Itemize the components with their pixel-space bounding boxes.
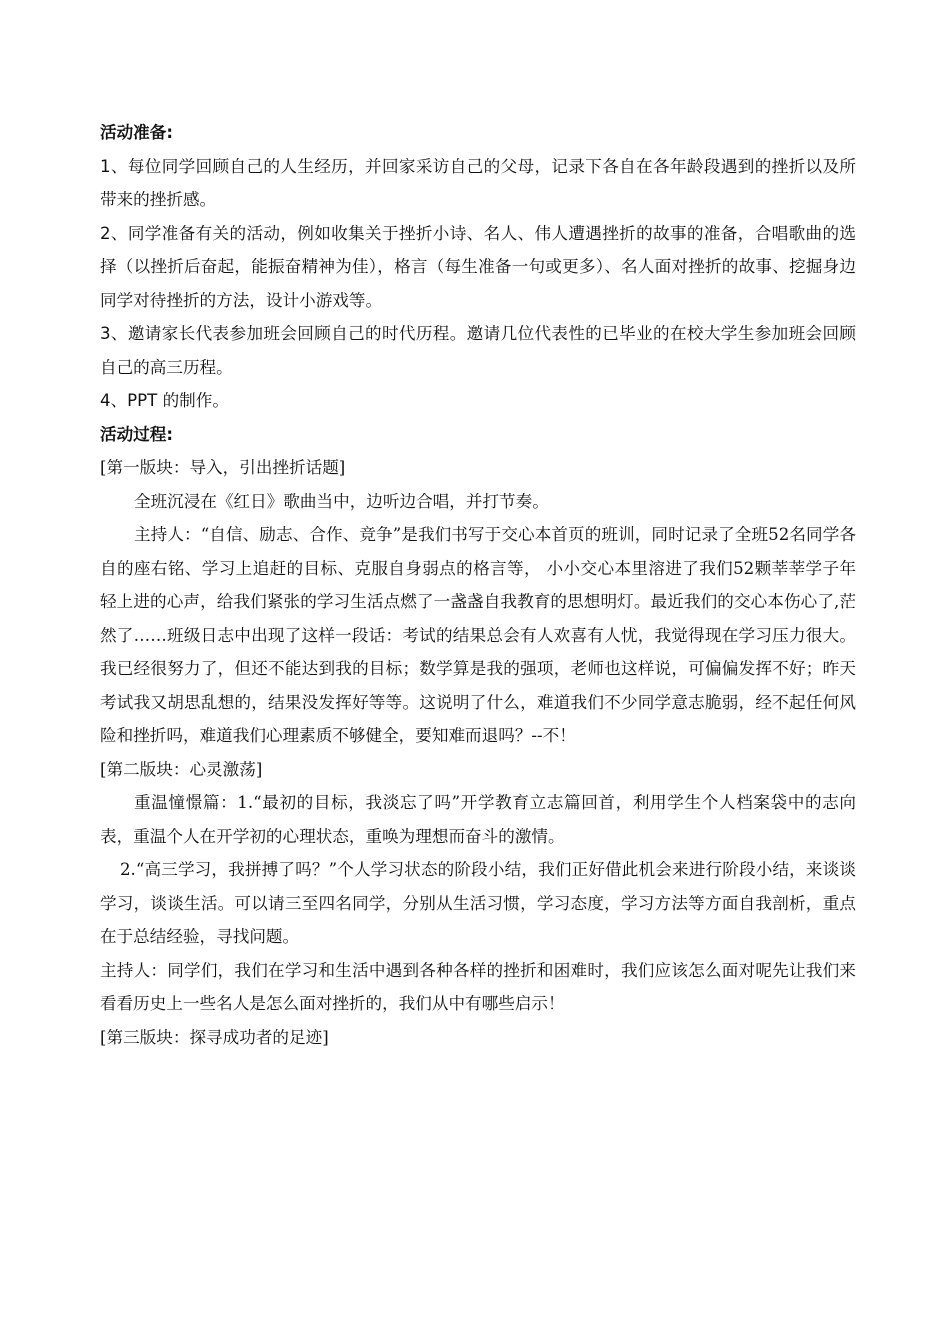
block3-title: [第三版块：探寻成功者的足迹] (100, 1027, 329, 1047)
block1-paragraph-2: 主持人：“自信、励志、合作、竞争”是我们书写于交心本首页的班训，同时记录了全班52名同学各自的座右铭、学习上追赶的目标、克服自身弱点的格言等， 小小交心本里溶进了我们52颗莘莘学子年轻上进的心声，给我们紧张的学习生活点燃了一盏盏自我教育的思想明灯。最近我们的交心本伤心了,茫然了……班级日志中出现了这样一段话：考试的结果总会有人欢喜有人忧，我觉得现在学习压力很大。我已经很努力了，但还不能达到我的目标；数学算是我的强项，老师也这样说，可偏偏发挥不好；昨天考试我又胡思乱想的，结果没发挥好等等。这说明了什么，难道我们不少同学意志脆弱，经不起任何风险和挫折吗，难道我们心理素质不够健全，要知难而退吗？--不！ (100, 525, 856, 745)
block2-paragraph-3: 主持人：同学们，我们在学习和生活中遇到各种各样的挫折和困难时，我们应该怎么面对呢先让我们来看看历史上一些名人是怎么面对挫折的，我们从中有哪些启示！ (100, 960, 856, 1013)
document-page (100, 116, 856, 1054)
block2-paragraph-2: 2.“高三学习，我拼搏了吗？”个人学习状态的阶段小结，我们正好借此机会来进行阶段小结，来谈谈学习，谈谈生活。可以请三至四名同学，分别从生活习惯，学习态度，学习方法等方面自我剖析，重点在于总结经验，寻找问题。 (100, 860, 856, 946)
prep-item-2: 2、同学准备有关的活动，例如收集关于挫折小诗、名人、伟人遭遇挫折的故事的准备，合唱歌曲的选择（以挫折后奋起，能振奋精神为佳），格言（每生准备一句或更多）、名人面对挫折的故事、挖掘身边同学对待挫折的方法，设计小游戏等。 (100, 223, 856, 310)
prep-item-4: 4、PPT 的制作。 (100, 391, 229, 410)
block2-paragraph-1: 重温憧憬篇：1.“最初的目标，我淡忘了吗”开学教育立志篇回首，利用学生个人档案袋中的志向表，重温个人在开学初的心理状态，重唤为理想而奋斗的激情。 (100, 793, 856, 846)
prep-heading: 活动准备: (100, 123, 174, 142)
block1-title: [第一版块：导入，引出挫折话题] (100, 458, 346, 477)
prep-item-1: 1、每位同学回顾自己的人生经历，并回家采访自己的父母，记录下各自在各年龄段遇到的挫折以及所带来的挫折感。 (100, 156, 856, 209)
block2-title: [第二版块：心灵激荡] (100, 759, 263, 779)
prep-item-3: 3、邀请家长代表参加班会回顾自己的时代历程。邀请几位代表性的已毕业的在校大学生参加班会回顾自己的高三历程。 (100, 324, 856, 377)
block1-paragraph-1: 全班沉浸在《红日》歌曲当中，边听边合唱，并打节奏。 (134, 491, 549, 511)
process-heading: 活动过程: (100, 424, 174, 444)
